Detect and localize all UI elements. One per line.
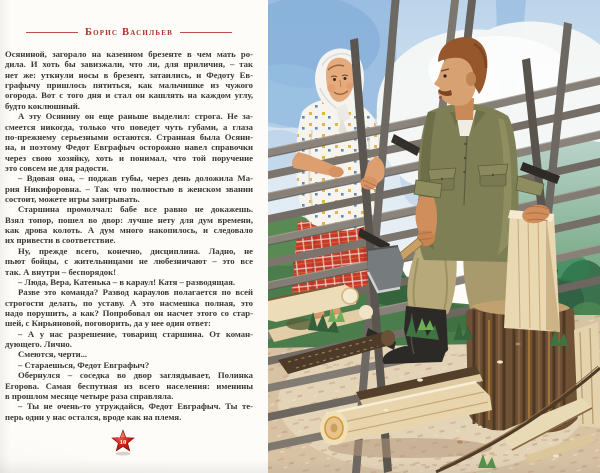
- text-line: строгости делать, по уставу. А это насмешка полная, это: [5, 297, 253, 308]
- text-line: дила. И хоть бы завизжали, что ли, для приличия, – так: [5, 59, 253, 70]
- text-line: Обернулся – соседка во двор заглядывает, Полинка: [18, 370, 253, 381]
- text-line: Егорова. Самая беспутная из всего населения: именины: [5, 380, 253, 391]
- text-line: рия Никифоровна. – Так что полностью в женском звании: [5, 183, 253, 194]
- running-header: [5, 26, 253, 38]
- text-line: – Ты не очень-то утруждайся, Федот Евграфыч. Ты те-: [18, 401, 253, 412]
- text-line: нет же: уткнули носы в брезент, затаились, и Федоту Ев-: [5, 69, 253, 80]
- text-line: – Стараешься, Федот Евграфыч?: [18, 359, 150, 370]
- text-line: Осяниной, загорало на казенном брезенте в чем мать ро-: [5, 49, 253, 59]
- text-line: Ну, прежде всего, конечно, дисциплина. Ладно, не: [18, 245, 253, 256]
- header-rule-left: [26, 32, 78, 33]
- page-number-star: [109, 427, 137, 457]
- illustration-painting: [268, 0, 600, 473]
- star-icon: [109, 427, 137, 457]
- text-block: [5, 49, 253, 422]
- text-line: перь один у нас остался, вроде как на племя.: [5, 411, 182, 422]
- text-line: по-прежнему серьезными остаются. Странная была Осяни-: [5, 131, 253, 142]
- text-line: – Вдовая она, – поджав губы, через день доложила Ма-: [18, 173, 253, 184]
- text-line: как дрова колоть. А дум много накопилось, и следовало: [5, 225, 253, 236]
- left-page: [0, 0, 262, 473]
- text-line: на, и поэтому Федот Евграфыч осторожно навел справочки: [5, 142, 253, 153]
- text-line: огорода. Вот с того дня и стал он кашлять на каждом углу,: [5, 90, 253, 101]
- text-line: это совсем не для радости.: [5, 162, 109, 173]
- text-line: через свою хозяйку, хоть и понимал, что той поручение: [5, 152, 253, 163]
- text-line: графычу пришлось пятиться, как мальчишке из чужого: [5, 80, 253, 91]
- text-line: дующего. Лично.: [5, 339, 72, 350]
- text-line: пьют бойцы, с жительницами не любезничают – это все: [5, 256, 253, 267]
- text-line: – А у нас разрешение, товарищ старшина. От коман-: [18, 328, 253, 339]
- book-illustration: [268, 0, 600, 473]
- text-line: – Люда, Вера, Катенька – в караул! Катя – разводящая.: [18, 276, 236, 287]
- text-line: шей, с Кирьяновой, поговорить, да у нее один ответ:: [5, 318, 211, 329]
- text-line: в прошлом месяце четыре раза справляла.: [5, 390, 174, 401]
- text-line: смеется никогда, только что поведет чуть губами, а глаза: [5, 121, 253, 132]
- text-line: Смеются, черти...: [18, 349, 88, 360]
- text-line: будто коклюшный.: [5, 100, 80, 111]
- text-line: Взял топор, пошел во двор: лучше нету для дум времени,: [5, 214, 253, 225]
- text-line: Разве это команда? Развод караулов полагается по всей: [18, 287, 253, 298]
- text-line: А эту Осянину он еще раньше выделил: строга. Не за-: [18, 111, 253, 122]
- header-rule-right: [180, 32, 232, 33]
- text-line: надо порушить, а как? Попробовал он насчет этого со стар-: [5, 307, 253, 318]
- page-number: 10: [119, 439, 127, 447]
- author-header: Борис Васильев: [85, 26, 173, 38]
- text-line: состоит, можете игры заигрывать.: [5, 194, 140, 205]
- text-line: так. А внутри – беспорядок!: [5, 266, 117, 277]
- text-line: Старшина промолчал: бабе все равно не докажешь.: [18, 204, 253, 215]
- text-line: их привести в соответствие.: [5, 235, 116, 246]
